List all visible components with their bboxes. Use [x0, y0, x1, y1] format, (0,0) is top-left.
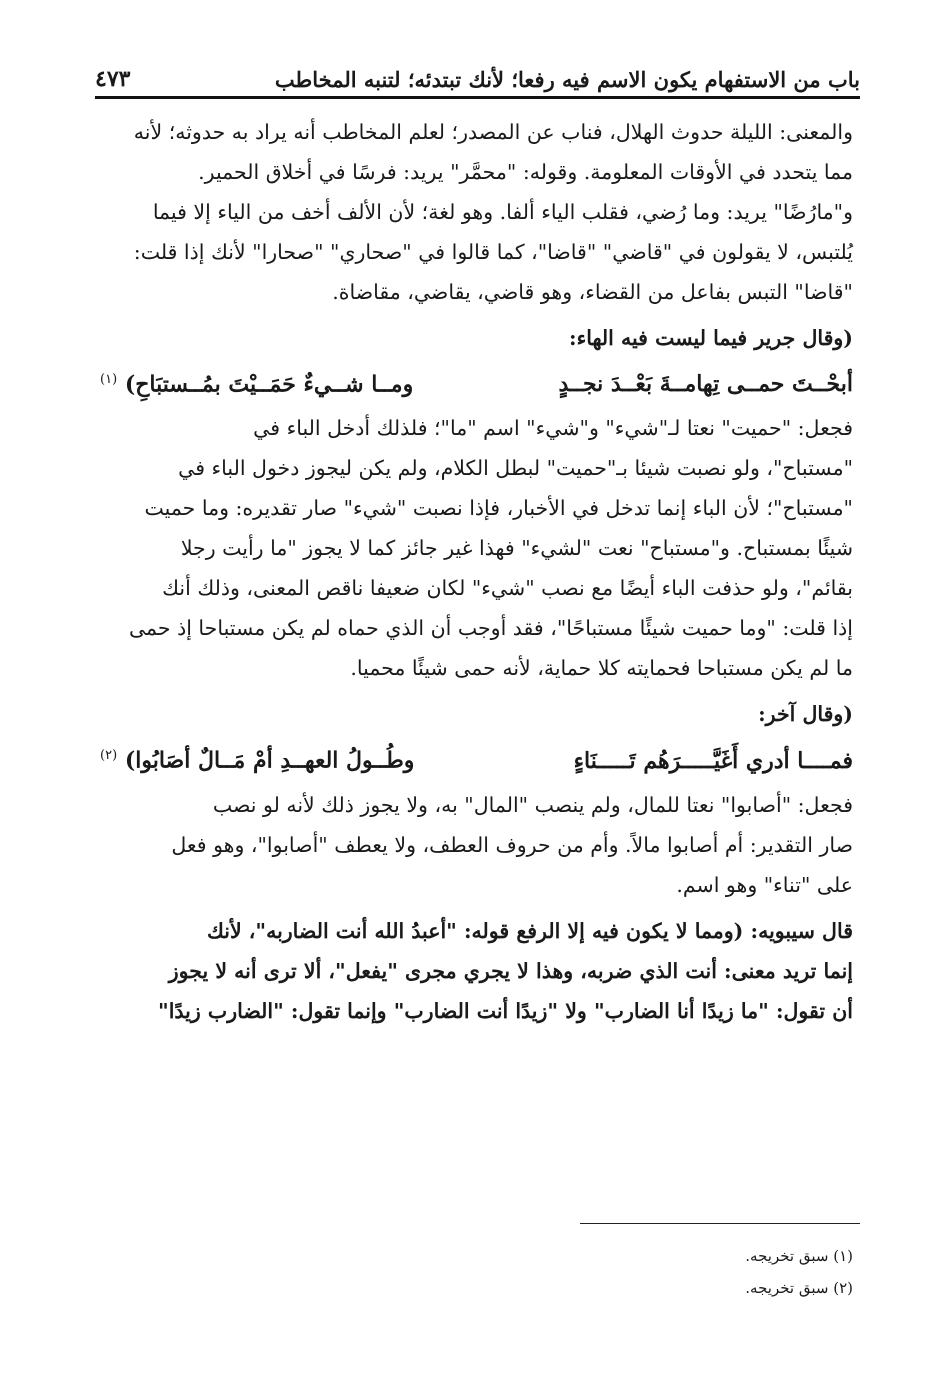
paragraph-2	[100, 408, 853, 688]
text-line: شيئًا بمستباح. و"مستباح" نعت "لشيء" فهذا غير جائز كما لا يجوز "ما رأيت رجلا	[180, 536, 853, 561]
verse-2-first-hemistich	[574, 741, 853, 781]
verse-2-intro: (وقال آخر:	[758, 702, 853, 727]
verse-1-second-hemistich	[100, 360, 413, 404]
footnote-1: (١) سبق تخريجه.	[745, 1247, 853, 1265]
text-line: يُلتبس، لا يقولون في "قاضي" "قاضا"، كما قالوا في "صحاري" "صحارا" لأنك إذا قلت:	[133, 240, 853, 264]
paragraph-4	[100, 911, 853, 1031]
text-line: على "تناء" وهو اسم.	[676, 872, 853, 897]
footnote-ref-2: (٢)	[100, 748, 118, 764]
text-line: مما يتحدد في الأوقات المعلومة. وقوله: "محمَّر" يريد: فرسًا في أخلاق الحمير.	[198, 160, 853, 184]
text-line: بقائم"، ولو حذفت الباء أيضًا مع نصب "شيء" لكان ضعيفا ناقص المعنى، وذلك أنك	[162, 576, 853, 601]
footnote-2: (٢) سبق تخريجه.	[745, 1279, 853, 1297]
verse-1-second-hemistich-text: ومــا شــيءٌ حَمَــيْتَ بمُــستبَاحِ)	[124, 371, 414, 398]
running-title: باب من الاستفهام يكون الاسم فيه رفعا؛ لأنك تبتدئه؛ لتنبه المخاطب	[274, 67, 860, 92]
text-line: "قاضا" التبس بفاعل من القضاء، وهو قاضي، يقاضي، مقاضاة.	[332, 280, 853, 304]
text-line: صار التقدير: أم أصابوا مالاً. وأم من حروف العطف، ولا يعطف "أصابوا"، وهو فعل	[171, 832, 853, 857]
verse-2-first-hemistich-text: فمــــا أدري أَغَيَّـــــرَهُم تَـــــنَاءٍ	[573, 747, 853, 774]
footnotes	[353, 1240, 853, 1304]
page-number: ٤٧٣	[95, 66, 131, 92]
text-line: "مستباح"؛ لأن الباء إنما تدخل في الأخبار، فإذا نصبت "شيء" صار تقديره: وما حميت	[144, 496, 853, 521]
verse-1-first-hemistich	[559, 364, 854, 404]
text-line: فجعل: "أصابوا" نعتا للمال، ولم ينصب "المال" به، ولا يجوز ذلك لأنه لو نصب	[212, 792, 853, 817]
header-rule	[95, 96, 860, 99]
text-line: ما لم يكن مستباحا فحمايته كلا حماية، لأنه حمى شيئًا محميا.	[350, 656, 853, 681]
text-line: قال سيبويه: (ومما لا يكون فيه إلا الرفع قوله: "أعبدُ الله أنت الضاربه"، لأنك	[206, 918, 853, 943]
text-line: والمعنى: الليلة حدوث الهلال، فناب عن المصدر؛ لعلم المخاطب أنه يراد به حدوثه؛ لأنه	[133, 120, 853, 144]
text-line: فجعل: "حميت" نعتا لـ"شيء" و"شيء" اسم "ما"؛ فلذلك أدخل الباء في	[253, 416, 853, 441]
main-text	[100, 112, 853, 1031]
paragraph-3	[100, 785, 853, 905]
verse-2-second-hemistich	[100, 736, 414, 780]
paragraph-1	[100, 112, 853, 312]
verse-1-intro: (وقال جرير فيما ليست فيه الهاء:	[569, 326, 853, 350]
text-line: إذا قلت: "وما حميت شيئًا مستباحًا"، فقد أوجب أن الذي حماه لم يكن مستباحا إذ حمى	[128, 616, 853, 641]
verse-2-second-hemistich-text: وطُــولُ العهــدِ أمْ مَــالٌ أصَابُوا)	[124, 747, 415, 774]
text-line: إنما تريد معنى: أنت الذي ضربه، وهذا لا يجري مجرى "يفعل"، ألا ترى أنه لا يجوز	[168, 958, 853, 983]
text-line: "مستباح"، ولو نصبت شيئا بـ"حميت" لبطل الكلام، ولم يكن ليجوز دخول الباء في	[178, 456, 853, 481]
footnote-rule	[580, 1223, 860, 1224]
running-header	[95, 46, 860, 92]
verse-1	[100, 360, 853, 404]
text-line: و"مارُضًا" يريد: وما رُضي، فقلب الياء ألفا. وهو لغة؛ لأن الألف أخف من الياء إلا فيما	[152, 200, 853, 224]
text-line: أن تقول: "ما زيدًا أنا الضارب" ولا "زيدًا أنت الضارب" وإنما تقول: "الضارب زيدًا"	[158, 998, 853, 1023]
verse-1-first-hemistich-text: أبحْــتَ حمــى تِهامــةَ بَعْــدَ نجــدٍ	[558, 371, 853, 398]
footnote-ref-1: (١)	[100, 372, 118, 387]
verse-2	[100, 736, 853, 780]
